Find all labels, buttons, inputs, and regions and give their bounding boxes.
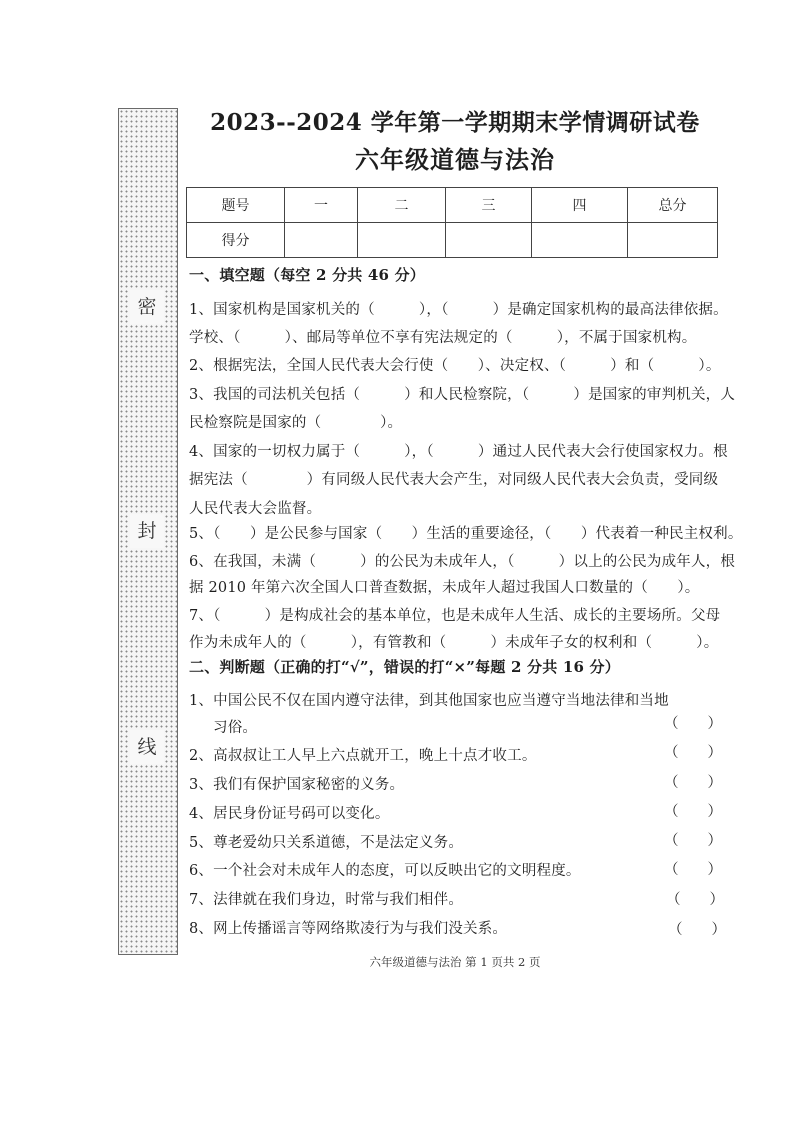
answer-paren[interactable]: （ ） [664,862,722,878]
judgement-item: 7、法律就在我们身边，时常与我们相伴。 [189,892,464,908]
answer-paren[interactable]: （ ） [664,716,722,732]
section2-heading: 二、判断题（正确的打“√”，错误的打“×”每题 2 分共 16 分） [189,658,620,676]
exam-subtitle: 六年级道德与法治 [355,145,555,174]
judgement-item: 2、高叔叔让工人早上六点就开工，晚上十点才收工。 [189,748,537,764]
score-cell[interactable] [358,223,446,258]
question-line: 作为未成年人的（ ），有管教和（ ）未成年子女的权利和（ ）。 [189,635,719,651]
question-line: 6、在我国，未满（ ）的公民为未成年人，（ ）以上的公民为成年人，根 [189,554,736,570]
judgement-item: 5、尊老爱幼只关系道德，不是法定义务。 [189,835,464,851]
judgement-item: 习俗。 [213,720,258,736]
binding-char-feng: 封 [130,514,164,548]
binding-char-mi: 密 [130,290,164,324]
judgement-item: 6、一个社会对未成年人的态度，可以反映出它的文明程度。 [189,863,581,879]
judgement-item: 8、网上传播谣言等网络欺凌行为与我们没关系。 [189,921,508,937]
section1-heading: 一、填空题（每空 2 分共 46 分） [189,266,426,284]
score-header-cell: 一 [285,188,358,223]
question-line: 据 2010 年第六次全国人口普查数据，未成年人超过我国人口数量的（ ）。 [189,580,700,596]
answer-paren[interactable]: （ ） [666,892,724,908]
score-table-header-row [187,188,718,223]
question-line: 据宪法（ ）有同级人民代表大会产生，对同级人民代表大会负责，受同级 [189,472,719,488]
question-line: 学校、（ ）、邮局等单位不享有宪法规定的（ ），不属于国家机构。 [189,330,697,346]
question-line: 1、国家机构是国家机关的（ ），（ ）是确定国家机构的最高法律依据。 [189,302,728,318]
score-cell[interactable] [446,223,532,258]
score-table [186,187,718,258]
question-line: 人民代表大会监督。 [189,501,322,517]
question-line: 2、根据宪法，全国人民代表大会行使（ ）、决定权、（ ）和（ ）。 [189,358,721,374]
score-row-label: 得分 [187,223,285,258]
question-line: 民检察院是国家的（ ）。 [189,415,403,431]
judgement-item: 1、中国公民不仅在国内遵守法律，到其他国家也应当遵守当地法律和当地 [189,693,669,709]
score-table-score-row [187,223,718,258]
score-cell[interactable] [285,223,358,258]
answer-paren[interactable]: （ ） [664,804,722,820]
judgement-item: 4、居民身份证号码可以变化。 [189,806,390,822]
answer-paren[interactable]: （ ） [664,745,722,761]
page-footer: 六年级道德与法治 第 1 页共 2 页 [369,955,541,969]
judgement-item: 3、我们有保护国家秘密的义务。 [189,777,405,793]
score-header-cell: 二 [358,188,446,223]
answer-paren[interactable]: （ ） [668,922,726,938]
exam-title: 2023--2024 学年第一学期期末学情调研试卷 [210,109,700,136]
score-cell[interactable] [628,223,718,258]
question-line: 5、（ ）是公民参与国家（ ）生活的重要途径，（ ）代表着一种民主权利。 [189,526,743,542]
question-line: 4、国家的一切权力属于（ ），（ ）通过人民代表大会行使国家权力。根 [189,444,728,460]
score-header-cell: 三 [446,188,532,223]
score-header-cell: 四 [532,188,628,223]
question-line: 3、我国的司法机关包括（ ）和人民检察院，（ ）是国家的审判机关，人 [189,387,736,403]
question-line: 7、（ ）是构成社会的基本单位，也是未成年人生活、成长的主要场所。父母 [189,608,721,624]
answer-paren[interactable]: （ ） [664,833,722,849]
score-header-cell: 题号 [187,188,285,223]
binding-char-xian: 线 [130,730,164,764]
score-header-cell: 总分 [628,188,718,223]
score-cell[interactable] [532,223,628,258]
answer-paren[interactable]: （ ） [664,775,722,791]
